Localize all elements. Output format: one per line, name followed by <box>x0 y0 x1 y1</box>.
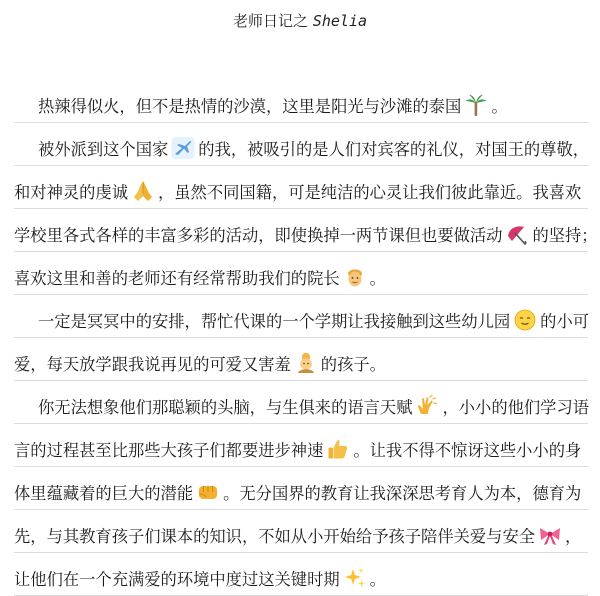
ribbon-icon <box>538 523 562 547</box>
text-line <box>14 252 588 295</box>
text-segment: 和对神灵的虔诚 <box>14 183 128 202</box>
text-segment: ，小小的他们学习语 <box>442 398 590 417</box>
text-line <box>14 381 588 424</box>
text-line <box>14 209 598 252</box>
baby-icon <box>294 351 318 375</box>
palm-tree-icon <box>464 93 488 117</box>
text-segment: 体里蕴藏着的巨大的潜能 <box>14 484 194 503</box>
paragraph <box>14 295 588 381</box>
text-segment: 。无分国界的教育让我深深思考育人为本，德育为 <box>223 484 582 503</box>
airplane-icon <box>171 136 195 160</box>
text-segment: 一定是冥冥中的安排，帮忙代课的一个学期让我接触到这些幼儿园 <box>38 312 511 331</box>
paragraph <box>14 123 598 295</box>
diary-body <box>14 80 598 596</box>
fist-icon <box>196 480 220 504</box>
text-line <box>14 295 588 338</box>
text-segment: ， <box>565 527 582 546</box>
page-title <box>0 10 600 31</box>
title-prefix: 老师日记之 <box>233 12 313 30</box>
text-line <box>14 166 588 209</box>
paragraph <box>14 381 588 596</box>
praying-hands-icon <box>131 179 155 203</box>
sparkles-icon <box>343 566 367 590</box>
text-segment: 被外派到这个国家 <box>38 140 169 159</box>
text-segment: 。 <box>369 570 386 589</box>
text-segment: 的孩子。 <box>320 355 386 374</box>
clapping-hands-icon <box>415 394 439 418</box>
text-segment: 的我，被吸引的是人们对宾客的礼仪，对国王的尊敬， <box>198 140 590 159</box>
text-segment: 。 <box>369 269 386 288</box>
text-segment: 先，与其教育孩子们课本的知识，不如从小开始给予孩子陪伴关爱与安全 <box>14 527 536 546</box>
umbrella-icon <box>505 222 529 246</box>
text-segment: 。让我不得不惊讶这些小小的身 <box>353 441 582 460</box>
man-face-icon <box>343 265 367 289</box>
text-segment: 学校里各式各样的丰富多彩的活动，即使换掉一两节课但也要做活动 <box>14 226 503 245</box>
text-segment: ，虽然不同国籍，可是纯洁的心灵让我们彼此靠近。我喜欢 <box>157 183 582 202</box>
smiling-face-icon <box>513 308 537 332</box>
text-line <box>14 553 588 596</box>
thumbs-up-icon <box>326 437 350 461</box>
text-line <box>14 467 588 510</box>
text-segment: 你无法想象他们那聪颖的头脑，与生俱来的语言天赋 <box>38 398 413 417</box>
text-segment: 喜欢这里和善的老师还有经常帮助我们的院长 <box>14 269 340 288</box>
text-line <box>14 510 588 553</box>
text-line <box>14 80 588 123</box>
text-segment: 热辣得似火，但不是热情的沙漠，这里是阳光与沙滩的泰国 <box>38 97 462 116</box>
text-line <box>14 424 588 467</box>
text-segment: 让他们在一个充满爱的环境中度过这关键时期 <box>14 570 340 589</box>
paragraph <box>14 80 588 123</box>
text-segment: 爱，每天放学跟我说再见的可爱又害羞 <box>14 355 291 374</box>
text-line <box>14 338 588 381</box>
text-segment: 。 <box>491 97 508 116</box>
text-segment: 的坚持； <box>532 226 598 245</box>
title-name: Shelia <box>312 12 367 30</box>
text-segment: 的小可 <box>540 312 590 331</box>
text-line <box>14 123 588 166</box>
text-segment: 言的过程甚至比那些大孩子们都要进步神速 <box>14 441 324 460</box>
